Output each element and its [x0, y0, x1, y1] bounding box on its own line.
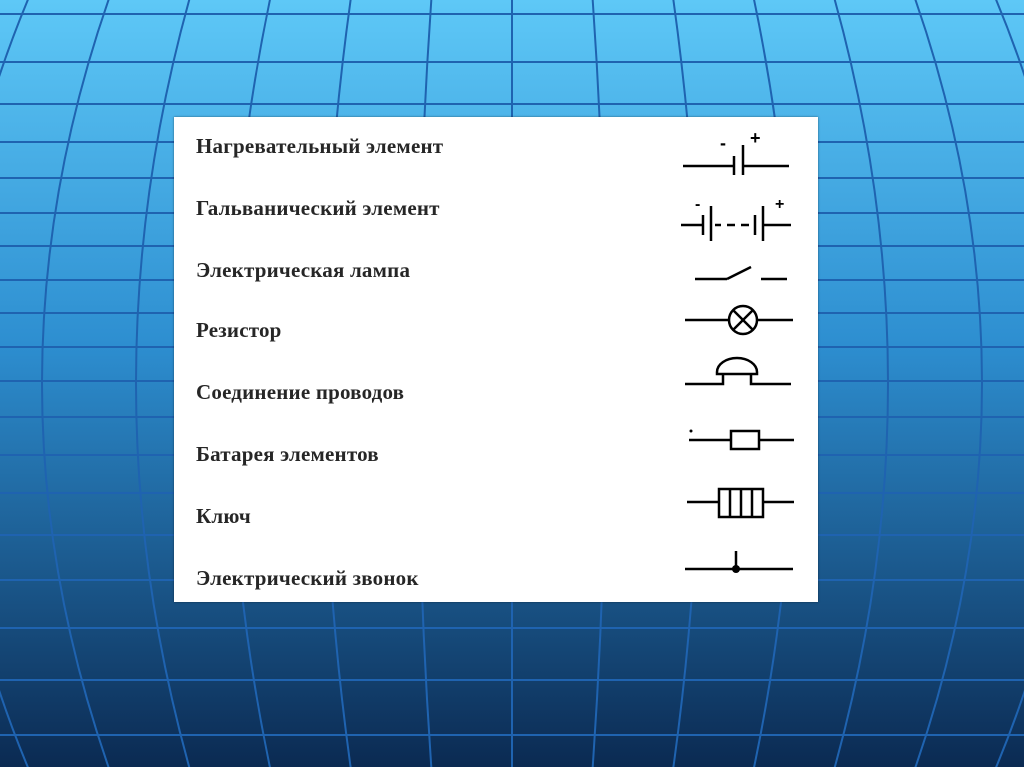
legend-label-row-6: Батарея элементов [196, 442, 379, 466]
two-cell-battery-symbol [679, 195, 794, 245]
wire-junction-symbol [679, 545, 794, 595]
minus-sign: - [695, 196, 701, 213]
open-switch-symbol [679, 249, 794, 299]
heater-symbol [679, 479, 794, 529]
plus-sign: + [750, 128, 761, 148]
minus-sign: - [720, 133, 726, 153]
legend-label-row-5: Соединение проводов [196, 380, 405, 404]
resistor-symbol [679, 416, 794, 466]
legend-label-row-3: Электрическая лампа [196, 258, 411, 282]
legend-label-row-7: Ключ [196, 504, 251, 528]
legend-label-row-4: Резистор [196, 318, 282, 342]
lamp-symbol [679, 296, 794, 346]
legend-label-row-2: Гальванический элемент [196, 196, 440, 220]
single-cell-symbol [679, 127, 794, 177]
legend-label-row-8: Электрический звонок [196, 566, 419, 590]
symbols-legend-card [174, 117, 818, 602]
plus-sign: + [775, 196, 785, 213]
bell-symbol [679, 348, 794, 398]
legend-label-row-1: Нагревательный элемент [196, 134, 444, 158]
